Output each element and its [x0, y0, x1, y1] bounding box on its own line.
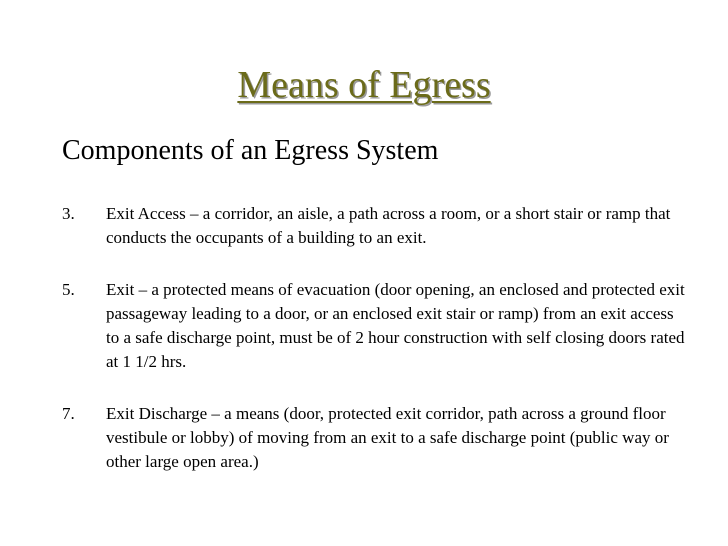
list-item-number: 3.	[62, 204, 75, 223]
list-item-text: Exit Access – a corridor, an aisle, a path across a room, or a short stair or ramp that conducts the occupants of a building to an exit.	[106, 204, 671, 247]
list-item-number: 7.	[62, 404, 75, 423]
slide-subtitle: Components of an Egress System	[62, 135, 439, 166]
slide-title: Means of Egress	[237, 64, 491, 106]
list-item-text: Exit – a protected means of evacuation (door opening, an enclosed and protected exit passageway leading to a door, or an enclosed exit stair or ramp) from an exit access to a safe discharge point, must be of 2 hour construction with self closing doors rated at 1 1/2 hrs.	[106, 280, 685, 371]
list-item-text: Exit Discharge – a means (door, protected exit corridor, path across a ground floor vestibule or lobby) of moving from an exit to a safe discharge point (public way or other large open area.)	[106, 404, 669, 471]
list-item-number: 5.	[62, 280, 75, 299]
